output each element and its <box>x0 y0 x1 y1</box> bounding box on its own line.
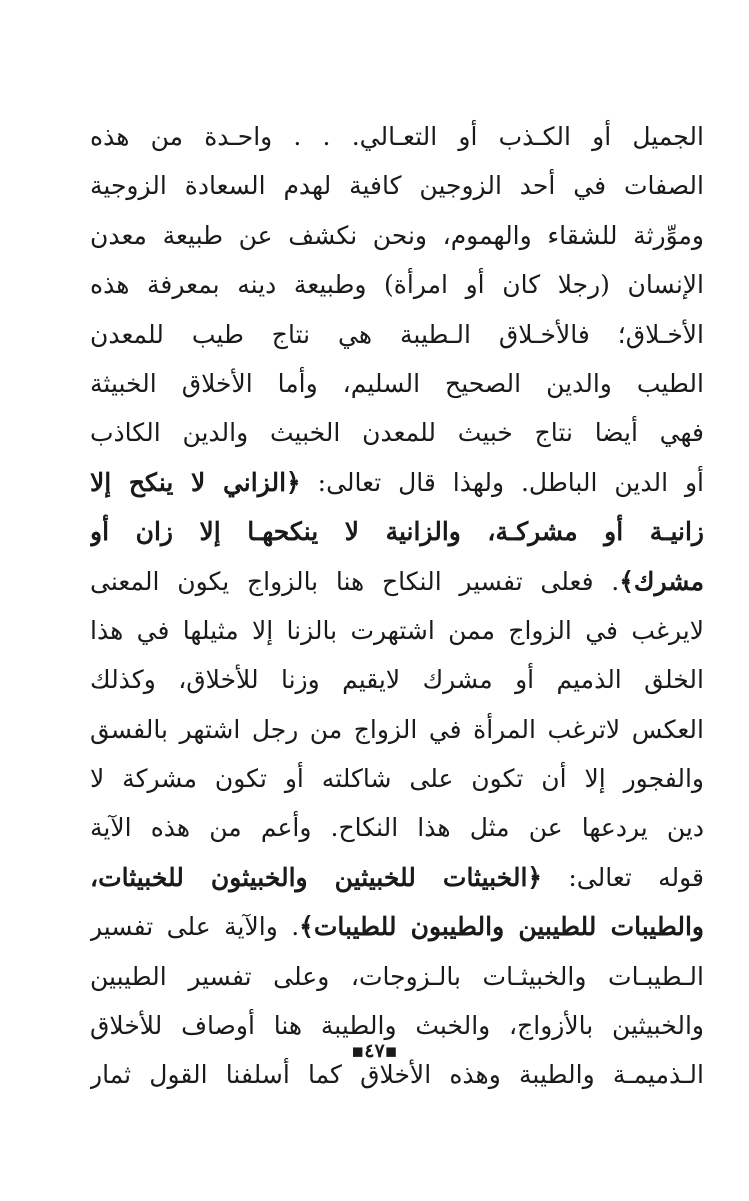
page-number: ▪٤٧▪ <box>351 1040 398 1062</box>
quran-verse-text: ﴿الخبيثات للخبيثين والخبيثون للخبيثات، <box>90 862 543 892</box>
text-line <box>90 803 704 852</box>
body-text-segment: الإنسان (رجلا كان أو امرأة) وطبيعة دينه بمعرفة هذه <box>90 270 704 300</box>
body-text-segment: العكس لاترغب المرأة في الزواج من رجل اشتهر بالفسق <box>90 714 704 744</box>
body-text-segment: فهي أيضا نتاج خبيث للمعدن الخبيث والدين الكاذب <box>90 418 704 448</box>
body-text-segment: والخبيثين بالأزواج، والخبث والطيبة هنا أوصاف للأخلاق <box>90 1011 704 1041</box>
body-text-segment: الأخـلاق؛ فالأخـلاق الـطيبة هي نتاج طيب للمعدن <box>90 319 704 349</box>
quran-verse-text: زانيـة أو مشركـة، والزانية لا ينكحهـا إلا زان أو <box>90 517 704 547</box>
body-text-segment: الطيب والدين الصحيح السليم، وأما الأخلاق الخبيثة <box>90 368 704 398</box>
quran-verse-text: مشرك﴾ <box>619 566 704 596</box>
text-line <box>90 952 704 1001</box>
body-text-segment: وموِّرثة للشقاء والهموم، ونحن نكشف عن طبيعة معدن <box>90 220 704 250</box>
body-text-segment: أو الدين الباطل. ولهذا قال تعالى: <box>300 467 704 497</box>
body-text-segment: والفجور إلا أن تكون على شاكلته أو تكون مشركة لا <box>90 764 704 794</box>
body-text-segment: الـطيبـات والخبيثـات بالـزوجات، وعلى تفسير الطيبين <box>90 961 704 991</box>
text-line <box>90 902 704 951</box>
text-line <box>90 458 704 507</box>
body-text-segment: الـذميمـة والطيبة وهذه الأخلاق كما أسلفنا القول ثمار <box>90 1060 704 1090</box>
body-text-segment: . والآية على تفسير <box>90 912 300 942</box>
text-line <box>90 260 704 309</box>
body-text-segment: قوله تعالى: <box>542 862 704 892</box>
body-text-segment: الخلق الذميم أو مشرك لايقيم وزنا للأخلاق، وكذلك <box>90 665 704 695</box>
quran-verse-text: والطيبات للطيبين والطيبون للطيبات﴾ <box>299 912 704 942</box>
body-text-segment: الصفات في أحد الزوجين كافية لهدم السعادة الزوجية <box>90 171 704 201</box>
body-text-segment: . فعلى تفسير النكاح هنا بالزواج يكون المعنى <box>90 566 620 596</box>
text-line <box>90 161 704 210</box>
body-text <box>90 112 704 1100</box>
text-line <box>90 310 704 359</box>
text-line <box>90 754 704 803</box>
text-line <box>90 112 704 161</box>
text-line <box>90 557 704 606</box>
body-text-segment: الجميل أو الكـذب أو التعـالي. . . واحـدة من هذه <box>90 122 704 151</box>
quran-verse-text: ﴿الزاني لا ينكح إلا <box>90 467 301 497</box>
body-text-segment: دين يردعها عن مثل هذا النكاح. وأعم من هذه الآية <box>90 813 704 843</box>
body-text-segment: لايرغب في الزواج ممن اشتهرت بالزنا إلا مثيلها في هذا <box>90 615 704 645</box>
text-line <box>90 705 704 754</box>
text-line <box>90 408 704 457</box>
text-line <box>90 606 704 655</box>
text-line <box>90 655 704 704</box>
text-line <box>90 507 704 556</box>
text-line <box>90 211 704 260</box>
text-line <box>90 359 704 408</box>
text-line <box>90 853 704 902</box>
